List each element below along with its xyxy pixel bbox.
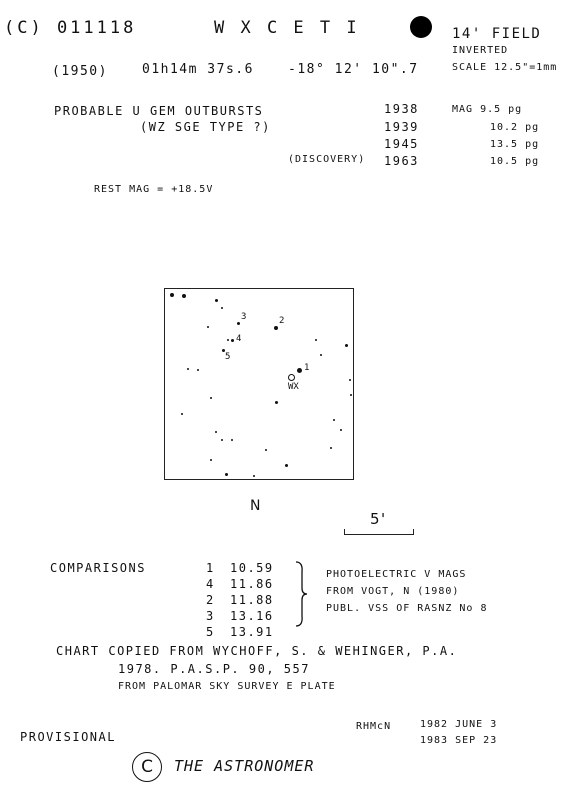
comparison-id: 3	[206, 609, 215, 623]
star-dot	[227, 339, 229, 341]
star-dot	[221, 439, 223, 441]
comparison-label-1: 1	[304, 363, 310, 373]
outburst-mag: 13.5 pg	[490, 139, 540, 150]
field-size: 14' FIELD	[452, 26, 542, 42]
outburst-mag: 10.2 pg	[490, 122, 540, 133]
outburst-mag: 10.5 pg	[490, 156, 540, 167]
comparison-star-4	[231, 339, 234, 342]
comparison-label-2: 2	[279, 316, 285, 326]
star-dot	[275, 401, 278, 404]
star-dot	[225, 473, 228, 476]
source-line-3: PUBL. VSS OF RASNZ No 8	[326, 603, 488, 614]
scale-bar	[344, 529, 414, 535]
provisional-status: PROVISIONAL	[20, 730, 116, 744]
star-dot	[265, 449, 267, 451]
comparison-mag: 11.86	[230, 577, 274, 591]
star-dot	[210, 397, 212, 399]
comparison-id: 1	[206, 561, 215, 575]
star-dot	[215, 299, 218, 302]
star-dot	[197, 369, 199, 371]
star-dot	[315, 339, 317, 341]
star-dot	[221, 307, 223, 309]
comparison-id: 5	[206, 625, 215, 639]
comparison-id: 2	[206, 593, 215, 607]
outburst-year: 1939	[384, 120, 419, 134]
star-dot	[170, 293, 174, 297]
solid-circle-icon	[410, 16, 432, 38]
source-line-1: PHOTOELECTRIC V MAGS	[326, 569, 467, 580]
comparison-mag: 11.88	[230, 593, 274, 607]
credit-line-1: CHART COPIED FROM WYCHOFF, S. & WEHINGER, P.A.	[56, 644, 458, 658]
star-dot	[207, 326, 209, 328]
type-note: (WZ SGE TYPE ?)	[140, 120, 271, 134]
comparison-mag: 13.16	[230, 609, 274, 623]
star-dot	[182, 294, 186, 298]
star-dot	[231, 439, 233, 441]
north-label: N	[250, 498, 262, 514]
star-dot	[330, 447, 332, 449]
declination: -18° 12' 10".7	[288, 62, 419, 77]
star-dot	[187, 368, 189, 370]
comparison-mag: 10.59	[230, 561, 274, 575]
variable-star-label: WX	[288, 382, 299, 392]
date-1: 1982 JUNE 3	[420, 719, 498, 730]
credit-line-3: FROM PALOMAR SKY SURVEY E PLATE	[118, 681, 336, 692]
credit-line-2: 1978. P.A.S.P. 90, 557	[118, 662, 310, 676]
epoch: (1950)	[52, 64, 108, 79]
star-name: W X C E T I	[214, 18, 360, 38]
rest-magnitude: REST MAG = +18.5V	[94, 184, 214, 195]
comparison-star-1	[297, 368, 302, 373]
star-dot	[345, 344, 348, 347]
star-dot	[253, 475, 255, 477]
chart-designation: (C) 011118	[4, 18, 137, 38]
finder-chart-frame	[164, 288, 354, 480]
orientation-note: INVERTED	[452, 45, 509, 56]
comparison-mag: 13.91	[230, 625, 274, 639]
star-dot	[340, 429, 342, 431]
outburst-year: 1963	[384, 154, 419, 168]
star-dot	[215, 431, 217, 433]
date-2: 1983 SEP 23	[420, 735, 498, 746]
discovery-note: (DISCOVERY)	[288, 154, 366, 165]
variable-star-marker	[288, 374, 295, 381]
star-dot	[320, 354, 322, 356]
star-dot	[181, 413, 183, 415]
scale-bar-label: 5'	[370, 510, 387, 528]
right-ascension: 01h14m 37s.6	[142, 62, 254, 77]
author-initials: RHMcN	[356, 721, 392, 732]
comparison-id: 4	[206, 577, 215, 591]
comparison-label-5: 5	[225, 352, 231, 362]
outbursts-label: PROBABLE U GEM OUTBURSTS	[54, 104, 264, 118]
scale-note: SCALE 12.5"=1mm	[452, 62, 558, 73]
copyright-holder: THE ASTRONOMER	[174, 757, 315, 775]
comparison-star-2	[274, 326, 278, 330]
outburst-mag: MAG 9.5 pg	[452, 104, 523, 115]
source-line-2: FROM VOGT, N (1980)	[326, 586, 460, 597]
outburst-year: 1938	[384, 102, 419, 116]
copyright-icon	[132, 752, 162, 782]
star-dot	[349, 379, 351, 381]
star-dot	[333, 419, 335, 421]
outburst-year: 1945	[384, 137, 419, 151]
comparison-label-3: 3	[241, 312, 247, 322]
brace-icon	[294, 560, 308, 628]
comparison-star-3	[237, 322, 240, 325]
star-dot	[285, 464, 288, 467]
star-dot	[210, 459, 212, 461]
comparisons-label: COMPARISONS	[50, 561, 146, 575]
copyright-symbol: C	[141, 757, 153, 777]
comparison-label-4: 4	[236, 334, 242, 344]
star-dot	[350, 394, 352, 396]
